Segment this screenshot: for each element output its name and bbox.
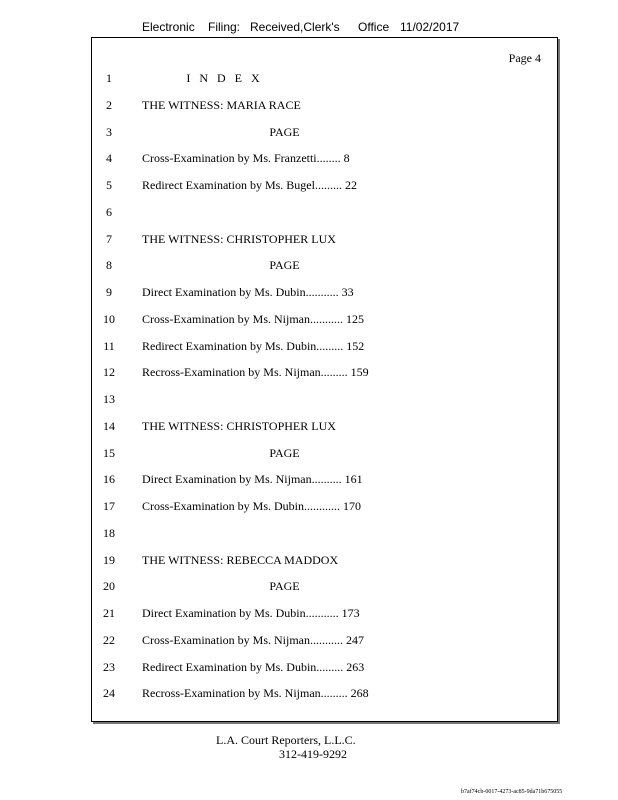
line-number: 19	[103, 552, 115, 567]
line-text: THE WITNESS: REBECCA MADDOX	[142, 552, 339, 567]
line-text: PAGE	[269, 258, 300, 273]
stamp-office: Office	[358, 20, 390, 34]
transcript-line	[92, 125, 557, 143]
line-number: 18	[103, 525, 115, 540]
line-number: 2	[106, 97, 112, 112]
transcript-line	[92, 339, 557, 357]
line-number: 22	[103, 632, 115, 647]
line-text: Redirect Examination by Ms. Bugel......... 22	[142, 178, 357, 192]
line-number: 23	[103, 659, 115, 674]
line-number: 8	[106, 258, 112, 273]
line-number: 6	[106, 204, 112, 219]
transcript-line	[92, 553, 557, 571]
line-text: I N D E X	[186, 71, 263, 85]
transcript-line	[92, 98, 557, 116]
transcript-line	[92, 365, 557, 383]
transcript-line	[92, 392, 557, 410]
line-number: 9	[106, 285, 112, 299]
transcript-line	[92, 686, 557, 704]
line-number: 7	[106, 231, 112, 246]
page-number: Page 4	[508, 51, 541, 65]
stamp-date: 11/02/2017	[400, 20, 460, 34]
transcript-line	[92, 660, 557, 678]
transcript-line	[92, 526, 557, 544]
line-text: THE WITNESS: CHRISTOPHER LUX	[142, 231, 336, 246]
line-text: Recross-Examination by Ms. Nijman......... 159	[142, 365, 369, 380]
transcript-line	[92, 499, 557, 517]
reporter-phone: 312-419-9292	[279, 747, 347, 761]
line-text: THE WITNESS: CHRISTOPHER LUX	[142, 418, 336, 433]
line-text: Direct Examination by Ms. Dubin........... 33	[142, 285, 354, 299]
transcript-line	[92, 151, 557, 169]
line-number: 13	[103, 392, 115, 406]
line-text: Recross-Examination by Ms. Nijman......... 268	[142, 686, 369, 701]
stamp-filing: Filing:	[208, 20, 241, 34]
transcript-line	[92, 472, 557, 490]
transcript-line	[92, 446, 557, 464]
line-number: 3	[106, 124, 112, 139]
transcript-line	[92, 285, 557, 303]
line-number: 4	[106, 151, 112, 166]
stamp-received: Received,Clerk's	[250, 20, 340, 34]
line-text: Cross-Examination by Ms. Dubin............ 170	[142, 499, 361, 513]
line-text: THE WITNESS: MARIA RACE	[142, 97, 301, 112]
line-text: Cross-Examination by Ms. Nijman........... 247	[142, 632, 364, 647]
transcript-page	[91, 37, 558, 722]
line-number: 11	[103, 338, 115, 353]
line-text: Redirect Examination by Ms. Dubin......... 152	[142, 338, 365, 353]
line-number: 10	[103, 311, 115, 326]
line-number: 5	[106, 178, 112, 192]
line-number: 14	[103, 418, 115, 433]
line-text: Direct Examination by Ms. Dubin........... 173	[142, 606, 360, 620]
line-number: 20	[103, 579, 115, 594]
line-number: 24	[103, 686, 115, 701]
transcript-line	[92, 606, 557, 624]
line-number: 15	[103, 445, 115, 460]
document-id: b7af74cb-0017-4273-ac85-9da71b675055	[461, 789, 563, 795]
line-text: Cross-Examination by Ms. Nijman........... 125	[142, 311, 364, 326]
line-text: Cross-Examination by Ms. Franzetti........ 8	[142, 151, 350, 166]
stamp-electronic: Electronic	[142, 20, 195, 34]
line-number: 16	[103, 472, 115, 487]
line-number: 12	[103, 365, 115, 380]
line-text: PAGE	[269, 124, 300, 139]
transcript-line	[92, 312, 557, 330]
line-text: PAGE	[269, 579, 300, 594]
transcript-line	[92, 71, 557, 89]
line-number: 1	[106, 71, 112, 85]
line-number: 17	[103, 499, 115, 513]
transcript-line	[92, 205, 557, 223]
transcript-line	[92, 178, 557, 196]
transcript-line	[92, 232, 557, 250]
transcript-line	[92, 419, 557, 437]
transcript-line	[92, 633, 557, 651]
transcript-line	[92, 579, 557, 597]
line-text: Direct Examination by Ms. Nijman.......... 161	[142, 472, 363, 487]
line-number: 21	[103, 606, 115, 620]
line-text: PAGE	[269, 445, 300, 460]
reporter-company: L.A. Court Reporters, L.L.C.	[216, 733, 356, 747]
line-text: Redirect Examination by Ms. Dubin......... 263	[142, 659, 365, 674]
transcript-line	[92, 258, 557, 276]
